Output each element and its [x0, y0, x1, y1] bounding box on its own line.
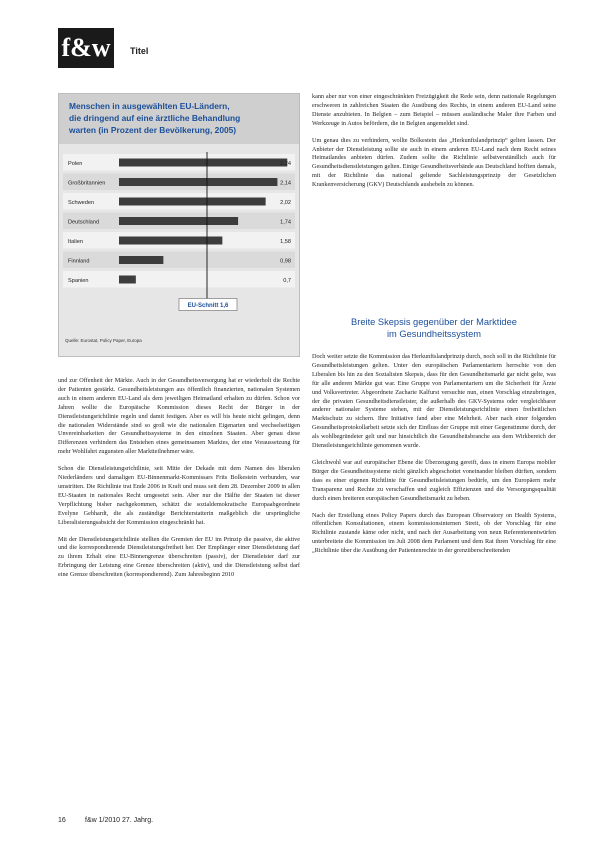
chart-value-label: 2,02: [280, 200, 291, 206]
chart-value-label: 0,7: [283, 278, 291, 284]
chart-row-band: [63, 252, 295, 269]
chart-value-label: 1,58: [280, 239, 291, 245]
chart-category-label: Großbritannien: [68, 180, 106, 187]
paragraph: Gleichwohl war auf europäischer Ebene die Überzeugung gereift, dass in einem Europa mobiler Bürger die Gesundheitssysteme nicht gänzlich abgeschottet voneinander bleiben dürften, sondern dass es einer eigenen Richtlinie für Gesundheitsleistungen bedürfe, um den Europäern mehr Transparenz und Rechte zu verschaffen und zugleich Effizienzen und die Versorgungsqualität durch einen breiteren europäischen Gesundheitsmarkt zu heben.: [312, 458, 556, 502]
chart-value-label: 2,24: [280, 161, 291, 167]
subheading-line-2: im Gesundheitssystem: [386, 329, 482, 339]
chart-category-label: Spanien: [68, 278, 89, 284]
chart-bar: [119, 198, 266, 206]
chart-source: Quelle: Eurostat, Policy Paper, Europa: [65, 338, 142, 343]
chart-bar: [119, 217, 238, 225]
magazine-logo: f&w: [58, 28, 114, 68]
subheading-line-1: Breite Skepsis gegenüber der Marktidee: [351, 317, 517, 327]
chart-title-line-2: die dringend auf eine ärztliche Behandlung: [69, 113, 241, 123]
eu-average-label: EU-Schnitt 1,6: [187, 303, 229, 309]
chart-value-label: 1,74: [280, 219, 291, 226]
paragraph: kann aber nur von einer eingeschränkten Freizügigkeit die Rede sein, denn nationale Regelungen erschweren in zahlreichen Staaten die Ausübung des Rechts, in einem anderen EU-Land seine Dienste anzubieten. In Belgien – zum Beispiel – müssen ausländische Maler ihre Farben und Werkzeuge in Autos befördern, die in Belgien angemeldet sind.: [312, 93, 556, 127]
chart-bar: [119, 256, 163, 264]
chart-category-label: Finnland: [68, 258, 90, 265]
chart-title-line-1: Menschen in ausgewählten EU-Ländern,: [69, 101, 230, 111]
chart-category-label: Italien: [68, 239, 83, 245]
chart-bar: [119, 159, 287, 167]
paragraph: Mit der Dienstleistungsrichtlinie stellten die Gremien der EU im Prinzip die passive, die aktive und die korrespondierende Dienstleistungsfreiheit her. Der Empfänger einer Dienstleistung darf zu ihrem Erhalt eine EU-Binnengrenze überschreiten (passiv), der Dienstleister darf zur Erbringung der Leistung eine Grenze überschreiten (aktiv), und die Dienstleistung selbst darf eine Grenze überschreiten (korrespondierend). Zum Jahresbeginn 2010: [58, 535, 300, 579]
issue-info: f&w 1/2010 27. Jahrg.: [85, 817, 154, 824]
chart-title-line-3: warten (in Prozent der Bevölkerung, 2005): [69, 125, 237, 135]
chart-title: [59, 94, 299, 144]
section-label: Titel: [130, 46, 149, 56]
chart-bar: [119, 178, 277, 186]
chart-infobox: [58, 93, 300, 357]
chart-category-label: Polen: [68, 161, 83, 167]
chart-category-label: Deutschland: [68, 219, 100, 226]
page-number: 16: [58, 817, 66, 824]
article-column-right-top: [312, 93, 556, 190]
paragraph: Doch weiter setzte die Kommission das Herkunftslandprinzip durch, noch soll in die Richtlinie für Gesundheitsleistungen gelten. Unter den europäischen Parlamentariern herrschte von den Liberalen bis hin zu den Sozialisten Skepsis, dass für den Gesundheitsmarkt gar nicht gelte, was für alle anderen Märkte gut war. Eine Gruppe von Parlamentariern um die Sicherheit für Ärzte und Volksvertreter. Abgeordnete Zacharie Kalfurst versuchte nun, einen Vorschlag einzubringen, der die privaten Gesundheitsdienstleister, die außerhalb des GKV-Systems oder vergleichbarer anderer nationaler Systeme stehen, mit der Dienstleistungsrichtlinie einen freiheitlichen Marktschutz zu sichern. Ihre Initiative fand aber eine Mehrheit. Aber nach einer folgenden Gesundheitsprotokollarbeit setzte sich der Einfluss der Gruppe mit einer Gegenstimme durch, der als wohlbegründeter gelt und nur hinsichtlich die Gesundheitsbranche aus dem Wirkbereich der Dienstleistungsrichtlinie genommen wurde.: [312, 353, 557, 450]
bar-chart: [59, 144, 299, 334]
chart-value-label: 0,98: [280, 258, 291, 265]
chart-bar: [119, 276, 136, 284]
paragraph: und zur Offenheit der Märkte. Auch in der Gesundheitsversorgung hat er wiederholt die Rechte der Patienten gestärkt. Gesundheitsleistungen aus öffentlich finanzierten, nationalen Systemen auch in einem anderen EU-Land als dem jeweiligen Heimatland erhalten zu dürfen. Schon vor Jahren wollte die Europäische Kommission dieses Recht der Bürger in der Dienstleistungsrichtlinie regeln und damit festigen. Aber es will bis heute nicht gelingen, denn die nationalen Widerstände sind so groß wie die nationalen Eigenarten und wechselseitigen Unvereinbarkeiten der Gesundheitssysteme in den einzelnen Staaten. Aber genau diese Differenzen verhindern das Entstehen eines gemeinsamen Marktes, der eine Voraussetzung für mehr Wohlfahrt zugunsten aller Marktteilnehmer wäre.: [58, 377, 300, 456]
paragraph: Nach der Erstellung eines Policy Papers durch das European Observatory on Health Systems, öffentlichen Konsultationen, einem kommissionsinternen Streit, ob der Vorschlag für eine Richtlinie zustande käme oder nicht, und nach der Ausarbeitung von neun Referentenentwürfen unterbreitete die Kommission im Juli 2008 dem Parlament und dem Rat ihren Vorschlag für eine „Richtlinie über die Ausübung der Patientenrechte in der grenzüberschreitenden: [312, 511, 556, 555]
section-subheading: [312, 316, 556, 340]
article-column-left: [58, 377, 300, 580]
paragraph: Schon die Dienstleistungsrichtlinie, seit Mitte der Dekade mit dem Namen des liberalen Niederländers und damaligen EU-Binnenmarkt-Kommissars Frits Bolkestein verbunden, war umstritten. Die Richtlinie trat Ende 2006 in Kraft und muss seit dem 28. Dezember 2009 in allen EU-Staaten in nationales Recht umgesetzt sein. Aber nur die Hälfte der Staaten ist dieser Verpflichtung bisher nachgekommen, schätzt die sozialdemokratische Europaabgeordnete Evelyne Gebhardt, die als zuständige Berichterstatterin maßgeblich die ursprüngliche Liberalisierungsabsicht der Kommission eingeschränkt hat.: [58, 465, 300, 526]
chart-category-label: Schweden: [68, 200, 95, 206]
article-column-right-bottom: [312, 353, 556, 556]
chart-value-label: 2,14: [280, 180, 291, 187]
chart-row-band: [63, 271, 295, 288]
paragraph: Um genau dies zu verhindern, wollte Bolkestein das „Herkunftslandprinzip“ gelten lassen. Der Anbieter der Dienstleistung sollte sie auch in einem anderen EU-Land nach dem Recht seines Heimatlandes anbieten dürfen. Zudem sollte die Richtlinie selbstverständlich auch für Gesundheitsdienstleistungen gelten. Einige Gesundheitsverbände aus Deutschland hofften damals, mit der Richtlinie das national geltende Sachleistungsprinzip der Gesetzlichen Krankenversicherung (GKV) Deutschlands aushebeln zu können.: [312, 136, 556, 189]
